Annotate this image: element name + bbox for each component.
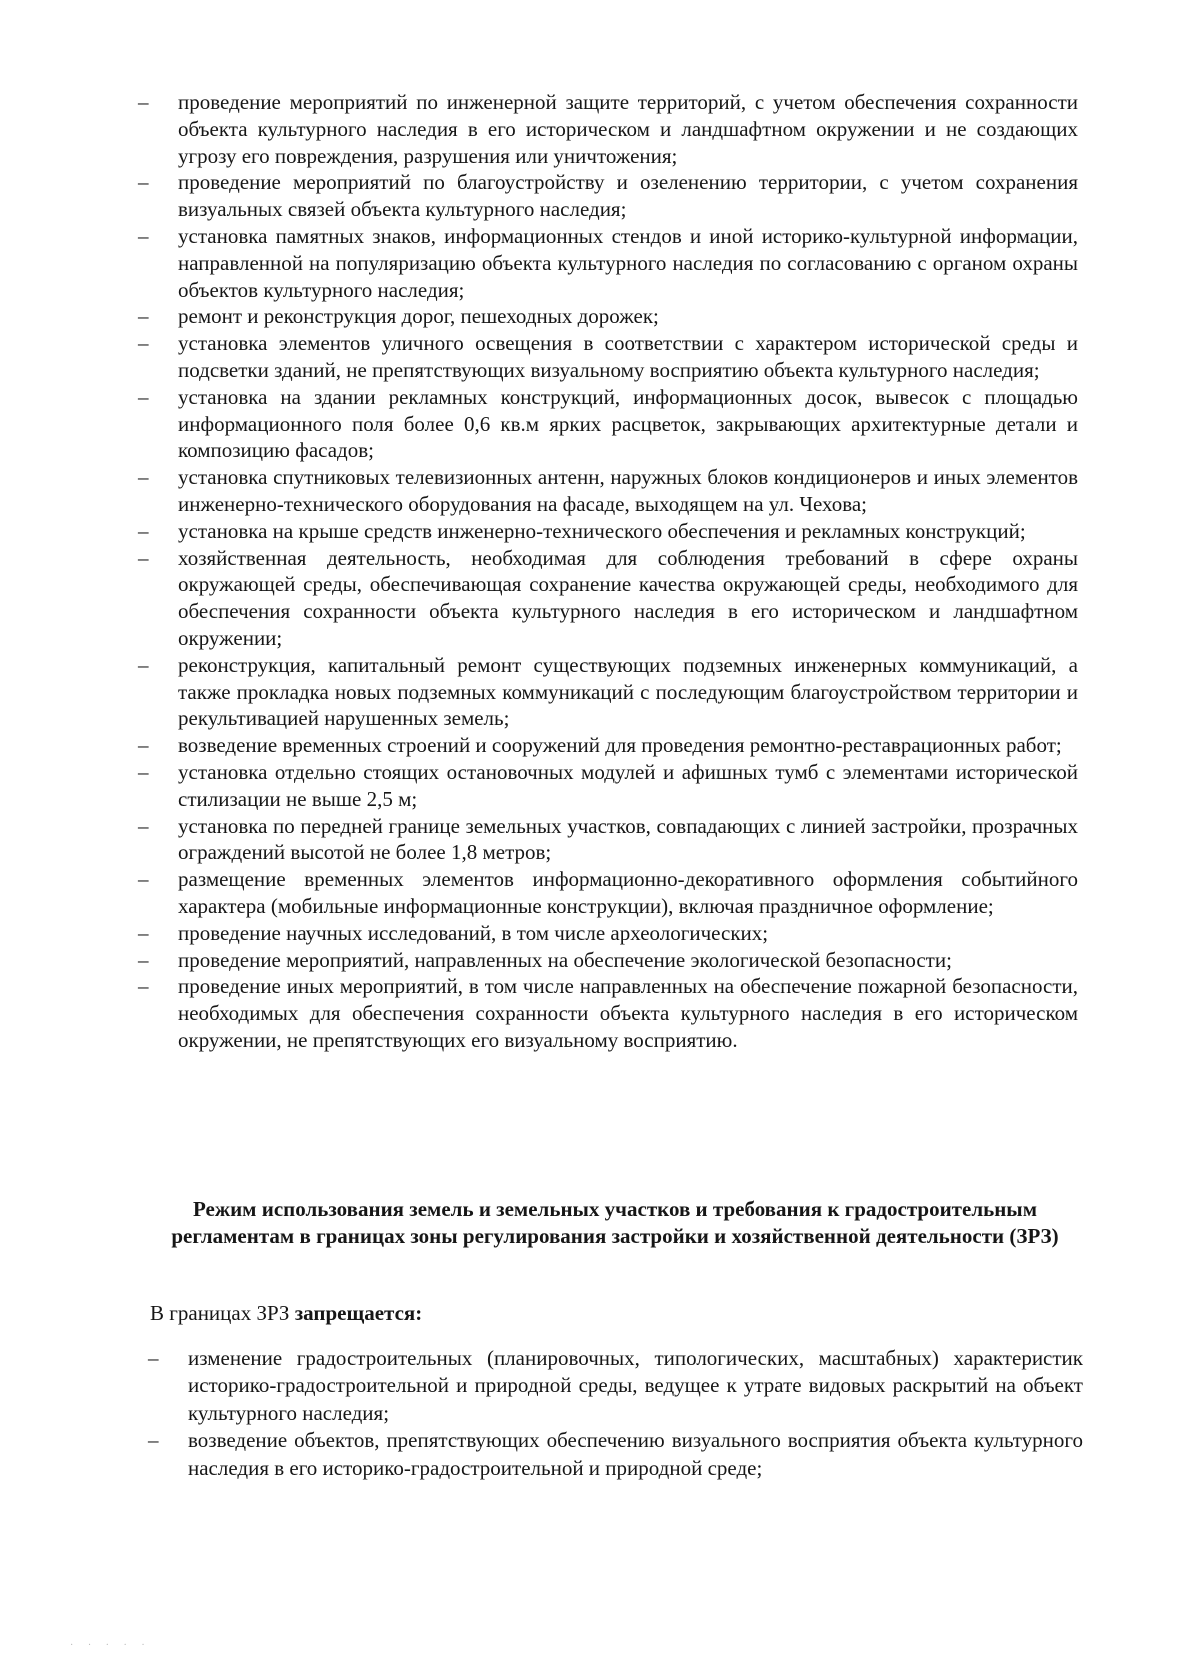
list-item bbox=[138, 732, 1078, 759]
dash-bullet: – bbox=[138, 813, 149, 838]
list-item-text: возведение временных строений и сооружений для проведения ремонтно-реставрационных работ; bbox=[178, 733, 1062, 758]
dash-bullet: – bbox=[138, 545, 149, 570]
list-item-text: установка спутниковых телевизионных антенн, наружных блоков кондиционеров и иных элементов инженерно-технического оборудования на фасаде, выходящем на ул. Чехова; bbox=[178, 465, 1078, 516]
list-item-text: установка по передней границе земельных участков, совпадающих с линией застройки, прозрачных ограждений высотой не более 1,8 метров; bbox=[178, 813, 1078, 865]
list-item bbox=[138, 759, 1078, 813]
section-heading: Режим использования земель и земельных участков и требования к градостроительным регламентам в границах зоны регулирования застройки и хозяйственной деятельности (ЗРЗ) bbox=[171, 1197, 1059, 1248]
list-item bbox=[138, 973, 1078, 1053]
list-item-text: установка на крыше средств инженерно-технического обеспечения и рекламных конструкций; bbox=[178, 518, 1026, 543]
dash-bullet: – bbox=[148, 1428, 159, 1453]
list-item bbox=[138, 545, 1078, 652]
dash-bullet: – bbox=[138, 920, 149, 945]
list-item-text: ремонт и реконструкция дорог, пешеходных дорожек; bbox=[178, 304, 659, 329]
list-item bbox=[138, 947, 1078, 974]
dash-bullet: – bbox=[138, 331, 149, 356]
list-item-text: проведение научных исследований, в том числе археологических; bbox=[178, 920, 769, 945]
dash-bullet: – bbox=[138, 518, 149, 543]
list-item bbox=[138, 223, 1078, 303]
list-item bbox=[138, 518, 1078, 545]
zrz-intro-paragraph bbox=[150, 1300, 422, 1327]
list-item-text: проведение мероприятий по благоустройству и озеленению территории, с учетом сохранения визуальных связей объекта культурного наследия; bbox=[178, 170, 1078, 222]
dash-bullet: – bbox=[138, 733, 149, 758]
list-item bbox=[148, 1345, 1083, 1427]
list-item bbox=[138, 330, 1078, 384]
dash-bullet: – bbox=[138, 384, 149, 409]
permitted-activities-list bbox=[138, 89, 1078, 1054]
list-item bbox=[138, 303, 1078, 330]
list-item-text: изменение градостроительных (планировочных, типологических, масштабных) характеристик историко-градостроительной и природной среды, ведущее к утрате видовых раскрытий на объект культурного наследия; bbox=[188, 1346, 1083, 1425]
scan-artifact-dots: · · · · · bbox=[70, 1640, 151, 1651]
list-item-text: хозяйственная деятельность, необходимая для соблюдения требований в сфере охраны окружающей среды, обеспечивающая сохранение качества окружающей среды, необходимого для обеспечения сохранности объекта культурного наследия в его историческом и ландшафтном окружении; bbox=[178, 545, 1078, 650]
list-item-text: установка памятных знаков, информационных стендов и иной историко-культурной информации, направленной на популяризацию объекта культурного наследия по согласованию с органом охраны объектов культурного наследия; bbox=[178, 223, 1078, 302]
dash-bullet: – bbox=[148, 1346, 159, 1370]
list-item-text: размещение временных элементов информационно-декоративного оформления событийного характера (мобильные информационные конструкции), включая праздничное оформление; bbox=[178, 867, 1078, 918]
dash-bullet: – bbox=[138, 867, 149, 892]
dash-bullet: – bbox=[138, 947, 149, 972]
list-item-text: установка отдельно стоящих остановочных модулей и афишных тумб с элементами исторической стилизации не выше 2,5 м; bbox=[178, 759, 1078, 811]
list-item-text: проведение мероприятий по инженерной защите территорий, с учетом обеспечения сохранности объекта культурного наследия в его историческом и ландшафтном окружении и не создающих угрозу его повреждения, разрушения или уничтожения; bbox=[178, 90, 1078, 168]
dash-bullet: – bbox=[138, 974, 149, 999]
list-item-text: реконструкция, капитальный ремонт существующих подземных инженерных коммуникаций, а также прокладка новых подземных коммуникаций с последующим благоустройством территории и рекультивацией нарушенных земель; bbox=[178, 652, 1078, 731]
list-item bbox=[138, 813, 1078, 867]
list-item-text: установка элементов уличного освещения в соответствии с характером исторической среды и подсветки зданий, не препятствующих визуальному восприятию объекта культурного наследия; bbox=[178, 331, 1078, 382]
dash-bullet: – bbox=[138, 223, 149, 248]
dash-bullet: – bbox=[138, 90, 149, 114]
list-item-text: установка на здании рекламных конструкций, информационных досок, вывесок с площадью информационного поля более 0,6 кв.м ярких расцветок, закрывающих архитектурные детали и композицию фасадов; bbox=[178, 384, 1078, 463]
list-item bbox=[138, 169, 1078, 223]
intro-text: В границах ЗРЗ bbox=[150, 1301, 295, 1325]
list-item bbox=[138, 89, 1078, 169]
list-item bbox=[148, 1427, 1083, 1482]
dash-bullet: – bbox=[138, 759, 149, 784]
list-item bbox=[138, 866, 1078, 920]
dash-bullet: – bbox=[138, 304, 149, 329]
dash-bullet: – bbox=[138, 170, 149, 195]
list-item bbox=[138, 920, 1078, 947]
dash-bullet: – bbox=[138, 465, 149, 490]
list-item bbox=[138, 652, 1078, 732]
list-item-text: возведение объектов, препятствующих обеспечению визуального восприятия объекта культурного наследия в его историко-градостроительной и природной среде; bbox=[188, 1428, 1083, 1480]
list-item-text: проведение иных мероприятий, в том числе направленных на обеспечение пожарной безопасности, необходимых для обеспечения сохранности объекта культурного наследия в его историческом окружении, не препятствующих его визуальному восприятию. bbox=[178, 974, 1078, 1052]
dash-bullet: – bbox=[138, 652, 149, 677]
list-item bbox=[138, 384, 1078, 464]
list-item-text: проведение мероприятий, направленных на обеспечение экологической безопасности; bbox=[178, 947, 952, 972]
prohibited-activities-list bbox=[148, 1345, 1083, 1482]
intro-bold-text: запрещается: bbox=[294, 1301, 423, 1325]
list-item bbox=[138, 464, 1078, 518]
